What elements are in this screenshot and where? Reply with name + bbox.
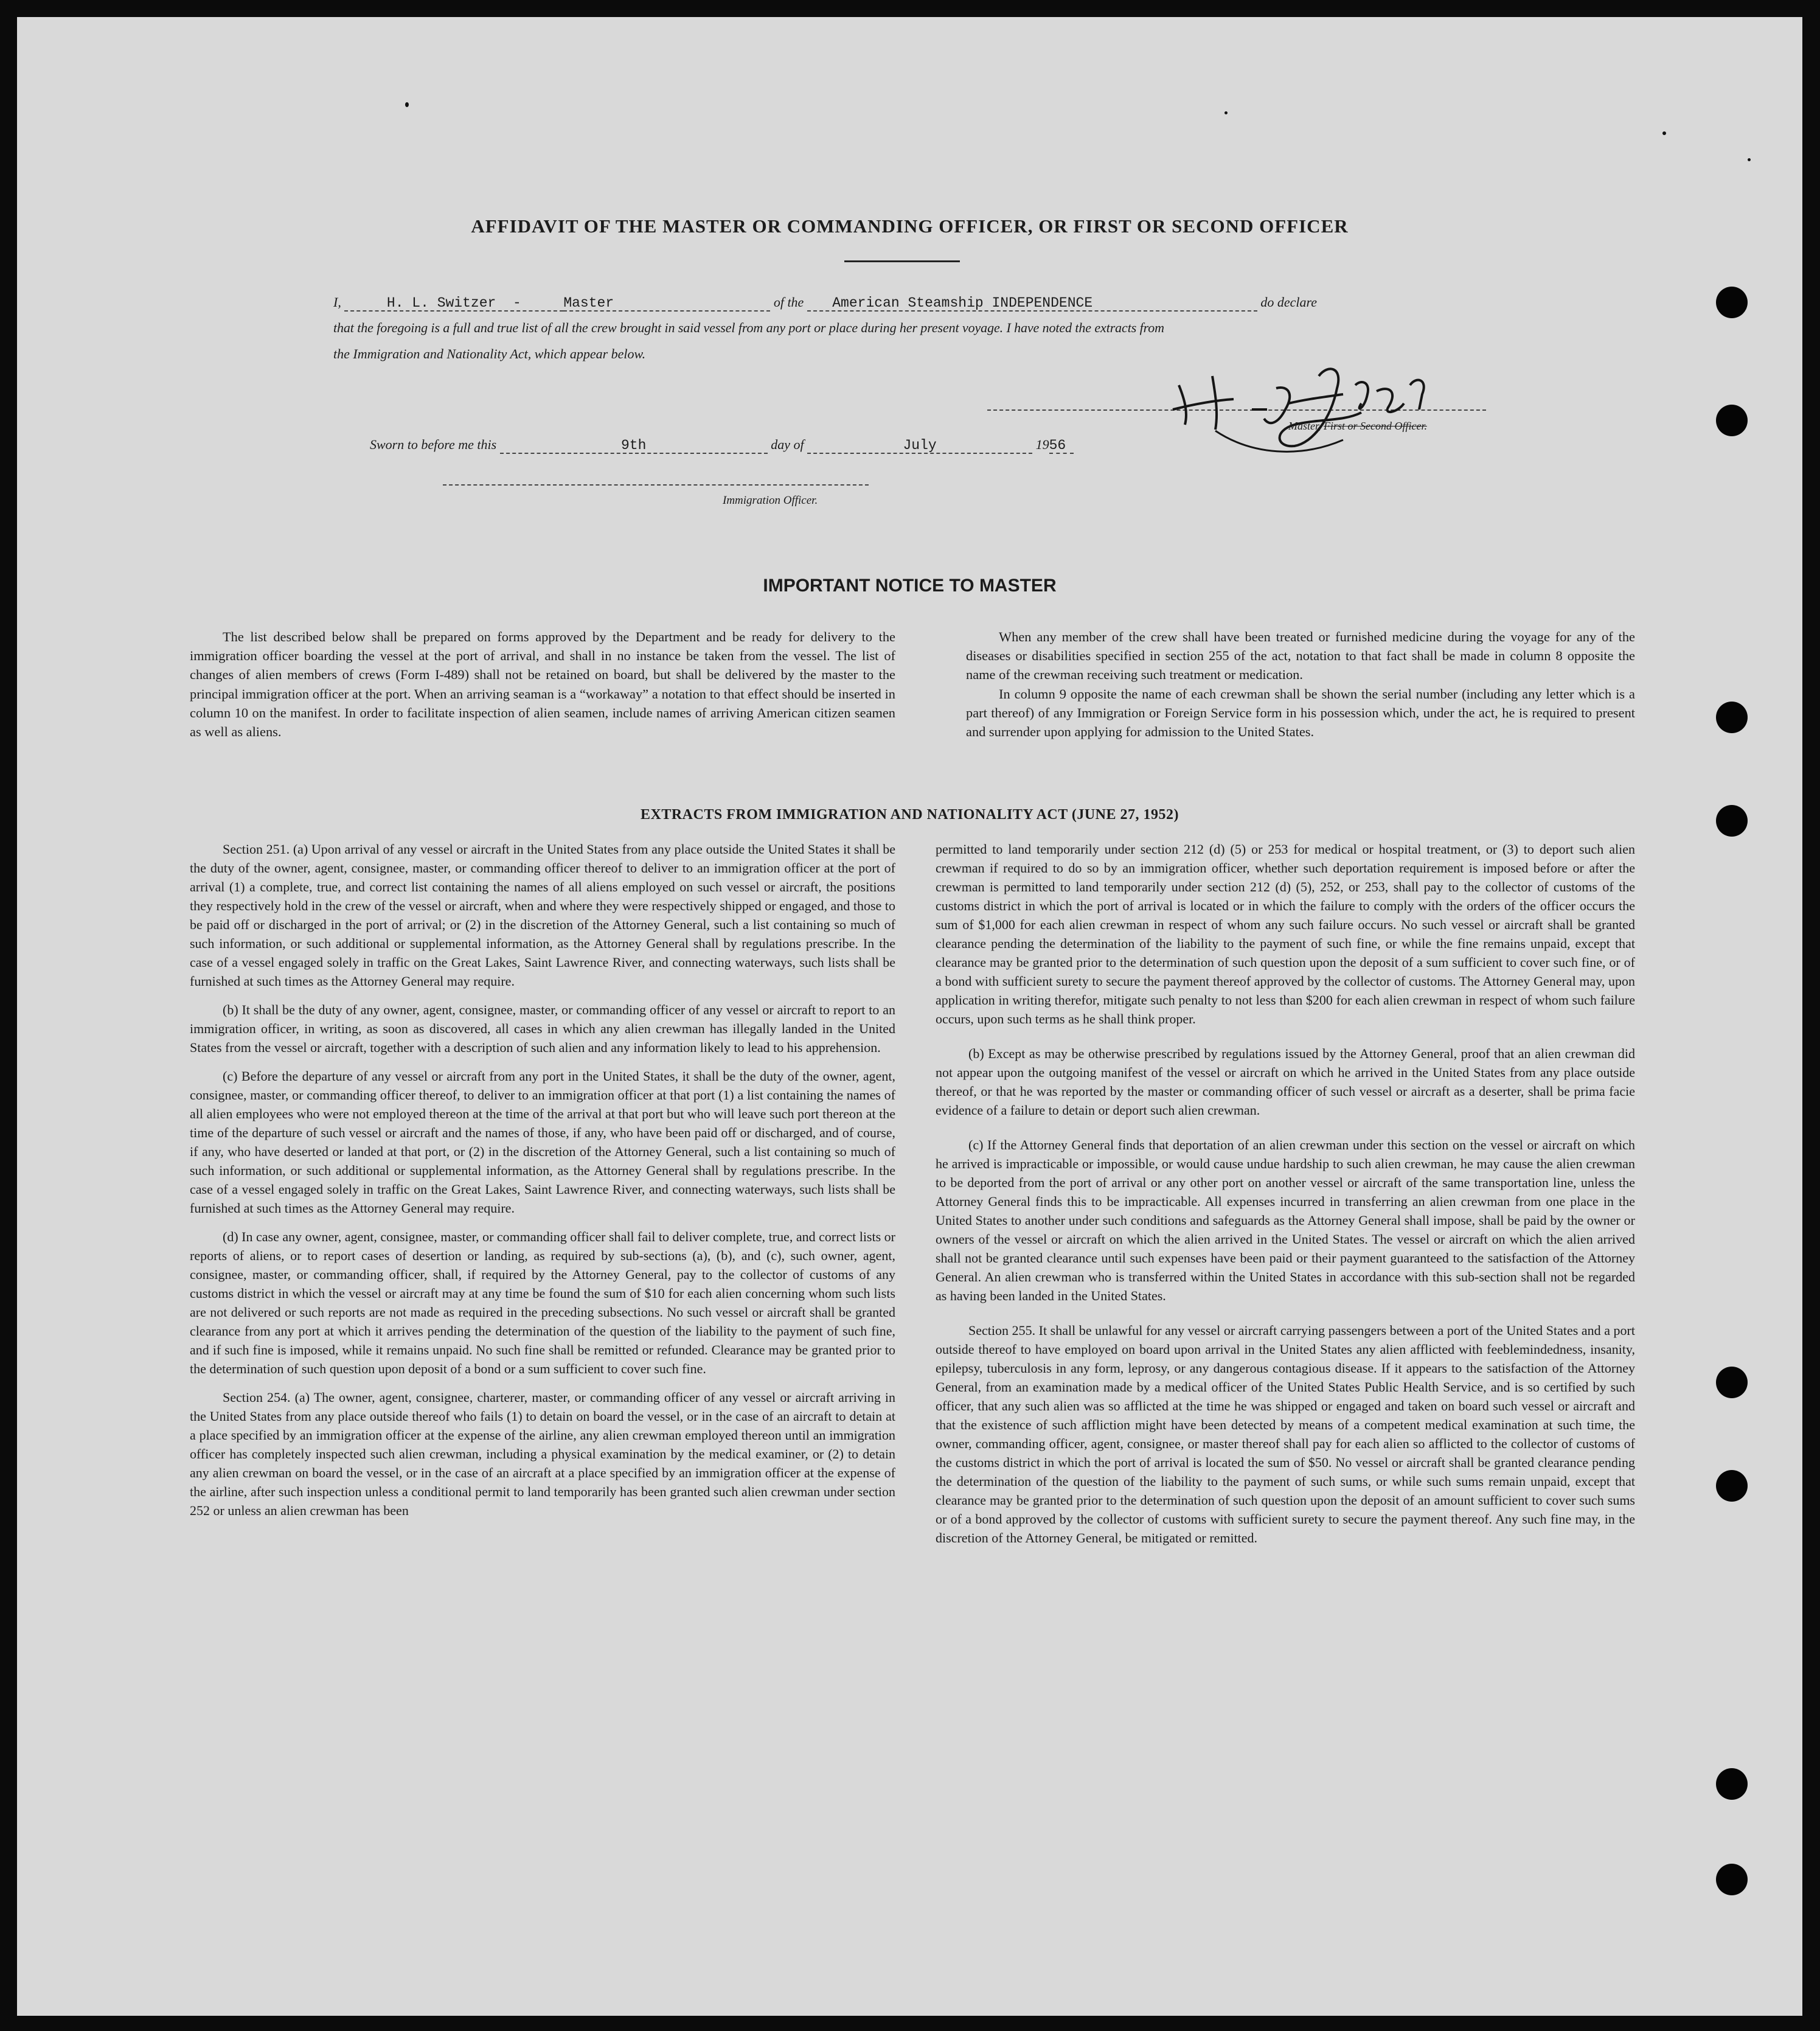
document-page: [17, 17, 1802, 2016]
section-254a-continued: permitted to land temporarily under section 212 (d) (5) or 253 for medical or hospital treatment, or (3) to deport such alien crewman if required to do so by an immigration officer, whether such deportation requirement is imposed before or after the crewman is permitted to land temporarily under section 212 (d) (5), 252, or 253, shall pay to the collector of customs of the customs district in which the port of arrival is located or in which the failure to comply with the orders of the officer occurs the sum of $1,000 for each alien crewman in respect of whom any such failure occurs. No such vessel or aircraft shall be granted clearance pending the determination of the liability to the payment of such fine, or while the fine remains unpaid, except that clearance may be granted prior to the determination of such question upon the deposit of a sum sufficient to cover such fine, or of a bond with sufficient surety to secure the payment thereof approved by the collector of customs. The Attorney General may, upon application in writing therefor, mitigate such penalty to not less than $200 for each alien crewman in respect of whom such failure occurs, upon such terms as he shall think proper.: [936, 841, 1635, 1026]
declaration-line-1: [333, 296, 1489, 312]
section-251c: (c) Before the departure of any vessel or aircraft from any port in the United States, it shall be the duty of the owner, agent, consignee, master, or commanding officer thereof, to deliver to an immigration officer at that port (1) a list containing the names of all alien employees who were not employed thereon at the time of the arrival at that port but who will leave such port thereon at the time of the departure of such vessel or aircraft and the names of those, if any, who have been paid off or discharged, and of course, if any, who have deserted or landed at that port, or (2) in the discretion of the Attorney General, such a list containing so much of such information, or such additional or supplemental information, as the Attorney General shall by regulations prescribe. In the case of a vessel engaged solely in traffic on the Great Lakes, Saint Lawrence River, and connecting waterways, such lists shall be furnished at such times as the Attorney General may require.: [190, 1068, 895, 1216]
i-label: I,: [333, 294, 341, 310]
notice-paragraph: In column 9 opposite the name of each crewman shall be shown the serial number (including any letter which is a part thereof) of any Immigration or Foreign Service form in his possession which, under the act, he is required to present and surrender upon applying for admission to the United States.: [966, 686, 1635, 740]
declaration-line-3: the Immigration and Nationality Act, which appear below.: [333, 346, 646, 361]
speck: [1662, 131, 1666, 135]
year-prefix: 19: [1035, 437, 1049, 452]
month-field: July: [807, 439, 1032, 454]
section-251b: (b) It shall be the duty of any owner, agent, consignee, master, or commanding officer of any vessel or aircraft to report to an immigration officer, in writing, as soon as discovered, all cases in which any alien crewman has illegally landed in the United States from the vessel or aircraft, together with a description of such alien and any information likely to lead to his apprehension.: [190, 1002, 895, 1055]
vessel-field: American Steamship INDEPENDENCE: [807, 296, 1257, 312]
notice-right-column: [966, 627, 1635, 741]
notice-paragraph: The list described below shall be prepared on forms approved by the Department and be ready for delivery to the immigration officer boarding the vessel at the port of arrival, and shall in no instance be taken from the vessel. The list of changes of alien members of crews (Form I-489) shall not be retained on board, but shall be delivered by the master to the principal immigration officer at the port. When an arriving seaman is a “workaway” a notation to that effect should be inserted in column 10 on the manifest. In order to facilitate inspection of alien seamen, include names of arriving American citizen seamen as well as aliens.: [190, 629, 895, 740]
declaration-line-2: that the foregoing is a full and true list of all the crew brought in said vessel from any port or place during her present voyage. I have noted the extracts from: [333, 320, 1164, 335]
affidavit-title: AFFIDAVIT OF THE MASTER OR COMMANDING OFFICER, OR FIRST OR SECOND OFFICER: [471, 215, 1349, 237]
of-the-label: of the: [773, 294, 804, 310]
punch-hole: [1716, 1768, 1748, 1800]
speck: [405, 102, 409, 107]
extracts-left-column: [190, 840, 895, 1530]
immigration-officer-line: [443, 484, 869, 486]
notice-title: IMPORTANT NOTICE TO MASTER: [763, 576, 1057, 596]
punch-hole: [1716, 1864, 1748, 1895]
speck: [1748, 158, 1751, 161]
section-255: Section 255. It shall be unlawful for any vessel or aircraft carrying passengers between a port of the United States and a port outside thereof to have employed on board upon arrival in the United States any alien afflicted with feeblemindedness, insanity, epilepsy, tuberculosis in any form, leprosy, or any dangerous contagious disease. If it appears to the satisfaction of the Attorney General, from an examination made by a medical officer of the United States Public Health Service, and is so certified by such officer, that any such alien was so afflicted at the time he was shipped or engaged and taken on board such vessel or aircraft and that the existence of such affliction might have been detected by means of a competent medical examination at such time, the owner, commanding officer, agent, consignee, or master thereof shall pay for each alien so afflicted to the collector of customs of the customs district in which the port of arrival is located the sum of $50. No vessel or aircraft shall be granted clearance pending the determination of the question of the liability to the payment of such sums, or while such sums remain unpaid, except that clearance may be granted prior to the determination of such question upon the deposit of an amount sufficient to cover such sums or of a bond approved by the collector of customs with sufficient surety to secure the payment thereof. Any such fine may, in the discretion of the Attorney General, be mitigated or remitted.: [936, 1323, 1635, 1545]
section-254c: (c) If the Attorney General finds that deportation of an alien crewman under this section on the vessel or aircraft on which he arrived is impracticable or impossible, or would cause undue hardship to such alien crewman, he may cause the alien crewman to be deported from the port of arrival or any other port on another vessel or aircraft of the same transportation line, unless the Attorney General finds this to be impracticable. All expenses incurred in transferring an alien crewman from one place in the United States to another under such conditions and safeguards as the Attorney General shall impose, shall be paid by the owner or owners of the vessel or aircraft on which the alien arrived in the United States. The vessel or aircraft on which the alien arrived shall not be granted clearance until such expenses have been paid or their payment guaranteed to the satisfaction of the Attorney General. An alien crewman who is transferred within the United States in accordance with this sub-section shall not be regarded as having been landed in the United States.: [936, 1137, 1635, 1303]
punch-hole: [1716, 405, 1748, 436]
section-254a: Section 254. (a) The owner, agent, consignee, charterer, master, or commanding officer of any vessel or aircraft arriving in the United States from any place outside thereof who fails (1) to detain on board the vessel, or in the case of an aircraft to detain at a place specified by an immigration officer at the expense of the airline, any alien crewman employed thereon until an immigration officer has completely inspected such alien crewman, including a physical examination by the medical examiner, or (2) to detain any alien crewman on board the vessel, or in the case of an aircraft at a place specified by an immigration officer at the expense of the airline, after such inspection unless a conditional permit to land temporarily has been granted such alien crewman under section 252 or unless an alien crewman has been: [190, 1390, 895, 1518]
title-underline: [844, 260, 960, 262]
day-field: 9th: [500, 439, 768, 454]
section-251a: Section 251. (a) Upon arrival of any vessel or aircraft in the United States from any place outside the United States it shall be the duty of the owner, agent, consignee, master, or commanding officer thereof to deliver to an immigration officer at the port of arrival (1) a complete, true, and correct list containing the names of all aliens employed on such vessel or aircraft, the positions they respectively hold in the crew of the vessel or aircraft, when and where they were respectively shipped or engaged, and those to be paid off or discharged in the port of arrival; or (2) in the discretion of the Attorney General, such a list containing so much of such information, or such additional or supplemental information, as the Attorney General shall by regulations prescribe. In the case of a vessel engaged solely in traffic on the Great Lakes, Saint Lawrence River, and connecting waterways, such lists shall be furnished at such times as the Attorney General may require.: [190, 841, 895, 989]
punch-hole: [1716, 287, 1748, 318]
rank-field: Master: [563, 296, 770, 312]
do-declare-label: do declare: [1260, 294, 1317, 310]
extracts-right-column: [936, 840, 1635, 1547]
section-251d: (d) In case any owner, agent, consignee, master, or commanding officer shall fail to deliver complete, true, and correct lists or reports of aliens, or to report cases of desertion or landing, as required by sub-sections (a), (b), and (c), such owner, agent, consignee, master, or commanding officer, shall, if required by the Attorney General, pay to the collector of customs of any customs district in which the vessel or aircraft may at any time be found the sum of $10 for each alien concerning whom such lists are not delivered or such reports are not made as required in the preceding subsections. No such vessel or aircraft shall be granted clearance from any port at which it arrives pending the determination of the question of the liability to the payment of such fine, and if such fine is imposed, while it remains unpaid. No such fine shall be remitted or refunded. Clearance may be granted prior to the determination of such question upon deposit of a bond or a sum sufficient to cover such fine.: [190, 1229, 895, 1376]
sworn-label: Sworn to before me this: [370, 437, 497, 452]
sworn-line: [370, 438, 1526, 454]
punch-hole: [1716, 1367, 1748, 1398]
day-of-label: day of: [771, 437, 804, 452]
punch-hole: [1716, 1470, 1748, 1502]
immigration-officer-caption: Immigration Officer.: [723, 494, 818, 507]
struck-officer-text: First or Second Officer.: [1324, 420, 1427, 432]
officer-name-field: H. L. Switzer -: [344, 296, 563, 312]
signature-caption: Master, First or Second Officer.: [1288, 420, 1427, 432]
punch-hole: [1716, 702, 1748, 733]
year-field: 56: [1049, 439, 1074, 454]
notice-left-column: [190, 627, 895, 741]
notice-paragraph: When any member of the crew shall have been treated or furnished medicine during the voyage for any of the diseases or disabilities specified in section 255 of the act, notation to that fact shall be made in column 8 opposite the name of the crewman receiving such treatment or medication.: [966, 629, 1635, 683]
extracts-title: EXTRACTS FROM IMMIGRATION AND NATIONALITY ACT (JUNE 27, 1952): [641, 807, 1179, 823]
section-254b: (b) Except as may be otherwise prescribed by regulations issued by the Attorney General, proof that an alien crewman did not appear upon the outgoing manifest of the vessel or aircraft on which he arrived in the United States from any place outside thereof, or that he was reported by the master or commanding officer of such vessel or aircraft as a deserter, shall be prima facie evidence of a failure to detain or deport such alien crewman.: [936, 1046, 1635, 1118]
speck: [1224, 111, 1228, 114]
